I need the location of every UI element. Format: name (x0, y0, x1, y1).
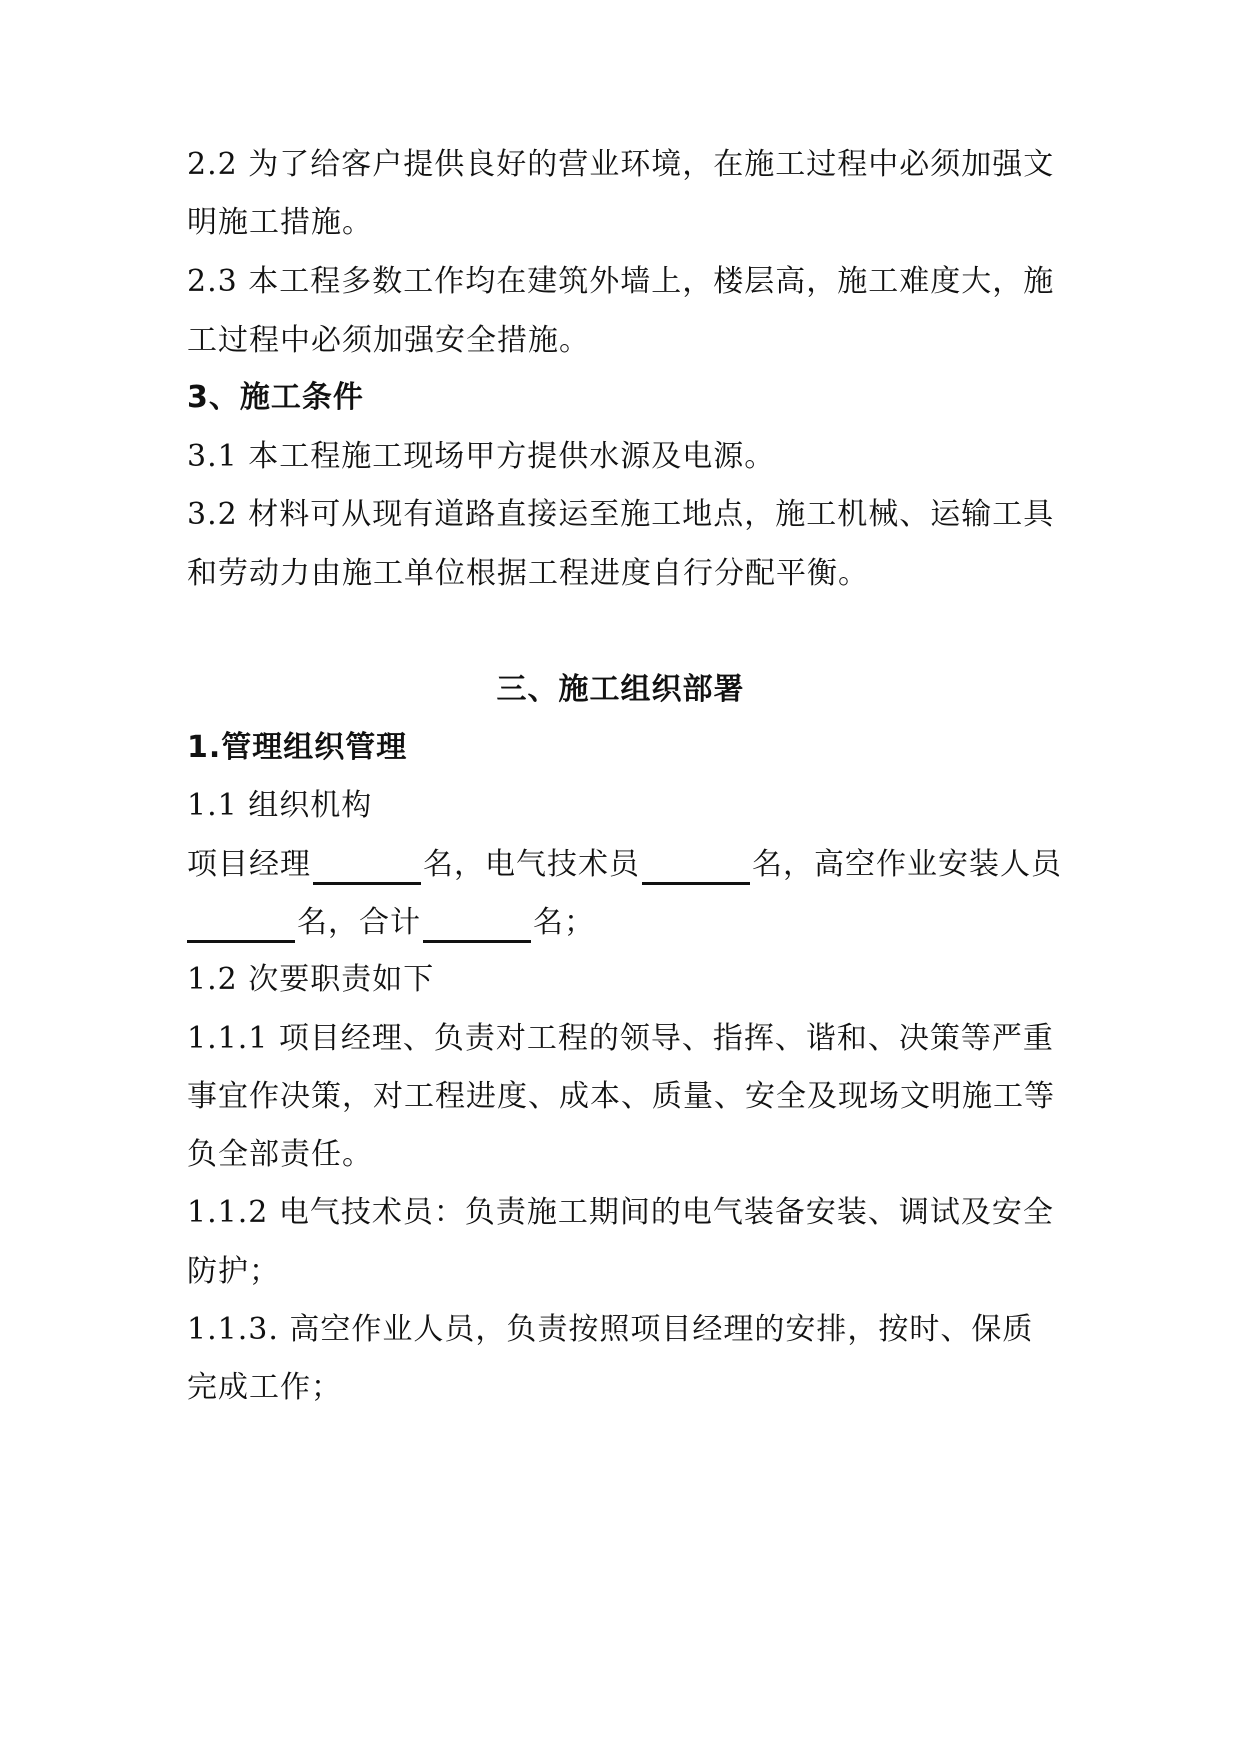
staff-unit-3: 名，合计 (297, 905, 421, 940)
staff-line-1 (187, 845, 1067, 885)
section-title: 三、施工组织部署 (496, 672, 745, 707)
paragraph-1-1-2-line-2: 防护； (187, 1254, 280, 1289)
worker-count-blank (187, 910, 295, 943)
paragraph-1-1-2-line-1: 1.1.2 电气技术员：负责施工期间的电气装备安装、调试及安全 (187, 1195, 1054, 1230)
pm-label: 项目经理 (187, 847, 311, 882)
heading-1: 1.管理组织管理 (187, 730, 408, 765)
paragraph-2-3-line-2: 工过程中必须加强安全措施。 (187, 323, 590, 358)
staff-unit-4: 名； (533, 905, 595, 940)
paragraph-1-1-3-line-2: 完成工作； (187, 1370, 342, 1405)
paragraph-1-1-1-line-1: 1.1.1 项目经理、负责对工程的领导、指挥、谐和、决策等严重 (187, 1021, 1054, 1056)
paragraph-1-1: 1.1 组织机构 (187, 788, 373, 823)
staff-unit-2: 名，高空作业安装人员 (752, 847, 1062, 882)
paragraph-1-1-1-line-3: 负全部责任。 (187, 1137, 373, 1172)
staff-unit-1: 名，电气技术员 (423, 847, 640, 882)
paragraph-1-1-1-line-2: 事宜作决策，对工程进度、成本、质量、安全及现场文明施工等 (187, 1079, 1055, 1114)
heading-3: 3、施工条件 (187, 380, 364, 415)
tech-count-blank (642, 852, 750, 885)
paragraph-3-1: 3.1 本工程施工现场甲方提供水源及电源。 (187, 439, 776, 474)
pm-count-blank (313, 852, 421, 885)
total-count-blank (423, 910, 531, 943)
paragraph-3-2-line-1: 3.2 材料可从现有道路直接运至施工地点，施工机械、运输工具 (187, 497, 1055, 532)
paragraph-1-2: 1.2 次要职责如下 (187, 962, 435, 997)
paragraph-2-2-line-1: 2.2 为了给客户提供良好的营业环境，在施工过程中必须加强文 (187, 147, 1055, 182)
staff-line-2 (187, 903, 1067, 943)
paragraph-3-2-line-2: 和劳动力由施工单位根据工程进度自行分配平衡。 (187, 556, 869, 591)
paragraph-1-1-3-line-1: 1.1.3. 高空作业人员，负责按照项目经理的安排，按时、保质 (187, 1312, 1034, 1347)
paragraph-2-2-line-2: 明施工措施。 (187, 205, 373, 240)
paragraph-2-3-line-1: 2.3 本工程多数工作均在建筑外墙上，楼层高，施工难度大，施 (187, 264, 1055, 299)
